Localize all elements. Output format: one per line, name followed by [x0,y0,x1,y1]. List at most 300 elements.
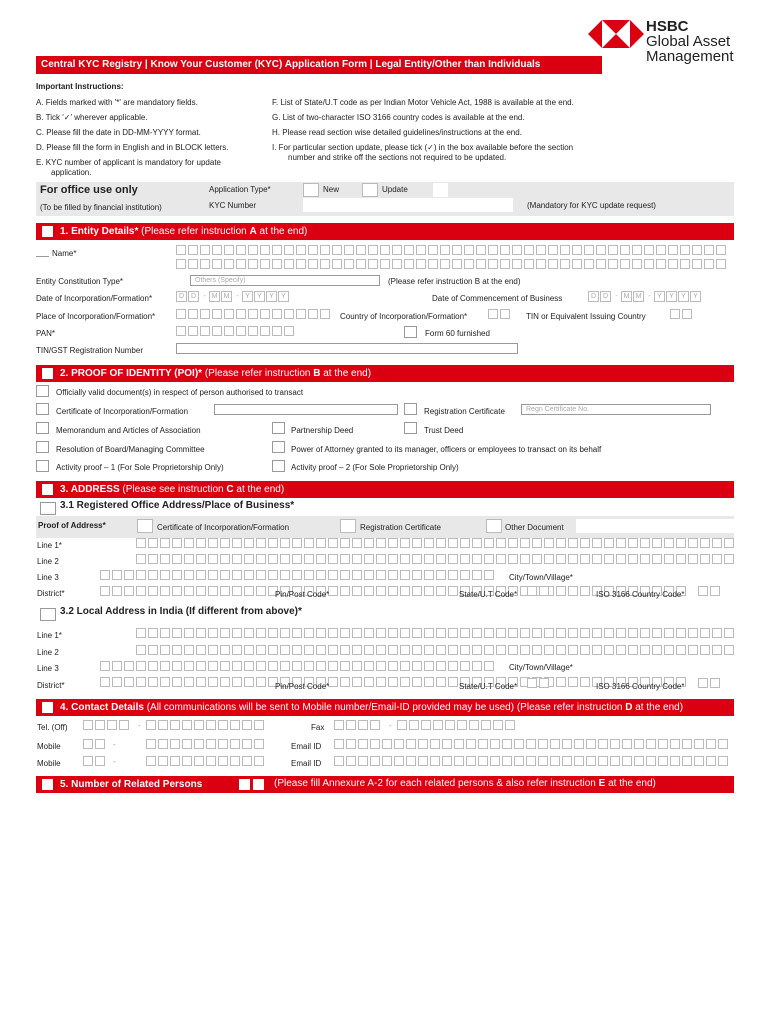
char-box[interactable] [100,570,110,580]
char-box[interactable] [184,586,194,596]
char-box[interactable] [710,678,720,688]
char-box[interactable] [200,259,210,269]
char-box[interactable] [172,628,182,638]
mobile1-number-boxes[interactable] [146,739,266,749]
char-box[interactable] [364,661,374,671]
char-box[interactable] [646,739,656,749]
char-box[interactable] [304,628,314,638]
char-box[interactable] [664,645,674,655]
char-box[interactable] [586,739,596,749]
char-box[interactable] [652,628,662,638]
char-box[interactable] [652,554,662,564]
char-box[interactable] [100,586,110,596]
country-boxes[interactable] [488,309,512,319]
reg-cert-checkbox[interactable] [404,403,417,415]
char-box[interactable] [604,554,614,564]
char-box[interactable] [400,645,410,655]
email2-boxes[interactable] [334,756,730,766]
char-box[interactable] [608,245,618,255]
char-box[interactable] [574,756,584,766]
char-box[interactable] [466,756,476,766]
char-box[interactable] [442,756,452,766]
char-box[interactable] [692,245,702,255]
doi-y4[interactable]: Y [278,291,289,302]
char-box[interactable] [184,661,194,671]
char-box[interactable] [356,259,366,269]
activity1-checkbox[interactable] [36,460,49,472]
char-box[interactable] [284,326,294,336]
addr2-state-boxes[interactable] [527,678,551,688]
char-box[interactable] [184,538,194,548]
char-box[interactable] [584,259,594,269]
char-box[interactable] [448,628,458,638]
char-box[interactable] [716,259,726,269]
char-box[interactable] [188,309,198,319]
activity2-checkbox[interactable] [272,460,285,472]
section-3-checkbox[interactable] [42,484,53,495]
char-box[interactable] [230,756,240,766]
char-box[interactable] [472,645,482,655]
char-box[interactable] [527,678,537,688]
char-box[interactable] [616,554,626,564]
char-box[interactable] [296,259,306,269]
char-box[interactable] [532,554,542,564]
char-box[interactable] [352,661,362,671]
char-box[interactable] [256,645,266,655]
char-box[interactable] [580,586,590,596]
char-box[interactable] [218,720,228,730]
doc-y2[interactable]: Y [666,291,677,302]
char-box[interactable] [634,739,644,749]
char-box[interactable] [320,259,330,269]
char-box[interactable] [136,538,146,548]
char-box[interactable] [160,628,170,638]
char-box[interactable] [170,720,180,730]
addr2-line2-boxes[interactable] [136,645,736,655]
char-box[interactable] [107,720,117,730]
char-box[interactable] [418,756,428,766]
char-box[interactable] [628,628,638,638]
char-box[interactable] [436,554,446,564]
char-box[interactable] [620,245,630,255]
char-box[interactable] [160,554,170,564]
char-box[interactable] [316,661,326,671]
char-box[interactable] [712,645,722,655]
char-box[interactable] [604,628,614,638]
char-box[interactable] [400,586,410,596]
char-box[interactable] [704,259,714,269]
char-box[interactable] [460,538,470,548]
tin-country-boxes[interactable] [670,309,694,319]
char-box[interactable] [508,554,518,564]
char-box[interactable] [160,538,170,548]
poa-opt2-checkbox[interactable] [340,519,356,533]
char-box[interactable] [430,739,440,749]
char-box[interactable] [100,661,110,671]
char-box[interactable] [388,628,398,638]
char-box[interactable] [206,739,216,749]
char-box[interactable] [412,570,422,580]
char-box[interactable] [95,739,105,749]
others-specify-input[interactable]: Others (Specify) [190,275,380,286]
char-box[interactable] [176,259,186,269]
char-box[interactable] [340,586,350,596]
char-box[interactable] [476,259,486,269]
char-box[interactable] [682,309,692,319]
char-box[interactable] [352,677,362,687]
char-box[interactable] [478,739,488,749]
char-box[interactable] [640,538,650,548]
char-box[interactable] [464,259,474,269]
char-box[interactable] [568,645,578,655]
char-box[interactable] [698,678,708,688]
char-box[interactable] [424,554,434,564]
char-box[interactable] [200,309,210,319]
char-box[interactable] [416,245,426,255]
char-box[interactable] [682,739,692,749]
tin-gst-input[interactable] [176,343,518,354]
char-box[interactable] [370,756,380,766]
char-box[interactable] [580,628,590,638]
char-box[interactable] [716,245,726,255]
char-box[interactable] [664,628,674,638]
doi-d2[interactable]: D [188,291,199,302]
char-box[interactable] [632,245,642,255]
char-box[interactable] [712,538,722,548]
char-box[interactable] [236,309,246,319]
char-box[interactable] [196,661,206,671]
char-box[interactable] [340,677,350,687]
char-box[interactable] [574,739,584,749]
char-box[interactable] [328,586,338,596]
char-box[interactable] [148,628,158,638]
related-count-box-1[interactable] [239,779,250,790]
char-box[interactable] [200,245,210,255]
char-box[interactable] [562,756,572,766]
char-box[interactable] [400,628,410,638]
char-box[interactable] [328,628,338,638]
char-box[interactable] [170,739,180,749]
char-box[interactable] [454,739,464,749]
char-box[interactable] [268,570,278,580]
char-box[interactable] [244,538,254,548]
char-box[interactable] [508,538,518,548]
char-box[interactable] [508,645,518,655]
char-box[interactable] [428,259,438,269]
char-box[interactable] [368,245,378,255]
char-box[interactable] [568,554,578,564]
mobile2-number-boxes[interactable] [146,756,266,766]
char-box[interactable] [304,661,314,671]
char-box[interactable] [628,645,638,655]
char-box[interactable] [466,739,476,749]
char-box[interactable] [268,645,278,655]
char-box[interactable] [304,570,314,580]
char-box[interactable] [340,628,350,638]
char-box[interactable] [232,570,242,580]
char-box[interactable] [445,720,455,730]
char-box[interactable] [604,645,614,655]
char-box[interactable] [397,720,407,730]
char-box[interactable] [382,739,392,749]
char-box[interactable] [652,538,662,548]
section-1-checkbox[interactable] [42,226,53,237]
char-box[interactable] [550,756,560,766]
poa-opt3-checkbox[interactable] [486,519,502,533]
char-box[interactable] [556,677,566,687]
char-box[interactable] [644,259,654,269]
char-box[interactable] [460,661,470,671]
char-box[interactable] [640,645,650,655]
char-box[interactable] [136,677,146,687]
char-box[interactable] [160,661,170,671]
char-box[interactable] [172,645,182,655]
char-box[interactable] [160,645,170,655]
char-box[interactable] [424,538,434,548]
char-box[interactable] [682,756,692,766]
char-box[interactable] [268,628,278,638]
char-box[interactable] [320,309,330,319]
char-box[interactable] [220,628,230,638]
char-box[interactable] [332,245,342,255]
char-box[interactable] [421,720,431,730]
char-box[interactable] [232,586,242,596]
char-box[interactable] [340,645,350,655]
char-box[interactable] [676,554,686,564]
char-box[interactable] [136,554,146,564]
char-box[interactable] [409,720,419,730]
char-box[interactable] [460,554,470,564]
char-box[interactable] [520,538,530,548]
place-boxes[interactable] [176,309,332,319]
char-box[interactable] [280,661,290,671]
doc-m2[interactable]: M [633,291,644,302]
char-box[interactable] [236,259,246,269]
char-box[interactable] [352,628,362,638]
char-box[interactable] [172,554,182,564]
char-box[interactable] [316,570,326,580]
char-box[interactable] [344,259,354,269]
char-box[interactable] [616,645,626,655]
char-box[interactable] [538,739,548,749]
char-box[interactable] [608,259,618,269]
char-box[interactable] [448,645,458,655]
char-box[interactable] [592,628,602,638]
char-box[interactable] [388,554,398,564]
char-box[interactable] [188,259,198,269]
char-box[interactable] [490,756,500,766]
char-box[interactable] [484,570,494,580]
char-box[interactable] [272,326,282,336]
char-box[interactable] [212,309,222,319]
char-box[interactable] [172,570,182,580]
char-box[interactable] [412,586,422,596]
char-box[interactable] [412,661,422,671]
char-box[interactable] [652,645,662,655]
char-box[interactable] [700,628,710,638]
char-box[interactable] [254,756,264,766]
char-box[interactable] [196,554,206,564]
char-box[interactable] [500,259,510,269]
char-box[interactable] [244,677,254,687]
char-box[interactable] [400,538,410,548]
char-box[interactable] [220,538,230,548]
char-box[interactable] [208,570,218,580]
char-box[interactable] [532,538,542,548]
char-box[interactable] [544,645,554,655]
char-box[interactable] [208,661,218,671]
char-box[interactable] [376,661,386,671]
char-box[interactable] [176,326,186,336]
char-box[interactable] [218,756,228,766]
char-box[interactable] [208,628,218,638]
char-box[interactable] [256,586,266,596]
char-box[interactable] [332,259,342,269]
char-box[interactable] [622,756,632,766]
char-box[interactable] [448,586,458,596]
char-box[interactable] [83,739,93,749]
char-box[interactable] [83,756,93,766]
doi-date-boxes[interactable] [176,291,290,302]
char-box[interactable] [196,645,206,655]
moa-checkbox[interactable] [36,422,49,434]
char-box[interactable] [182,756,192,766]
char-box[interactable] [404,245,414,255]
char-box[interactable] [160,586,170,596]
char-box[interactable] [248,259,258,269]
char-box[interactable] [680,259,690,269]
char-box[interactable] [460,645,470,655]
char-box[interactable] [196,538,206,548]
char-box[interactable] [208,554,218,564]
char-box[interactable] [388,586,398,596]
char-box[interactable] [316,645,326,655]
cert-inc-checkbox[interactable] [36,403,49,415]
char-box[interactable] [172,677,182,687]
char-box[interactable] [242,739,252,749]
char-box[interactable] [160,570,170,580]
char-box[interactable] [272,309,282,319]
char-box[interactable] [304,554,314,564]
char-box[interactable] [568,586,578,596]
char-box[interactable] [148,570,158,580]
char-box[interactable] [532,628,542,638]
char-box[interactable] [346,756,356,766]
char-box[interactable] [148,554,158,564]
char-box[interactable] [352,586,362,596]
char-box[interactable] [544,628,554,638]
char-box[interactable] [428,245,438,255]
char-box[interactable] [184,677,194,687]
char-box[interactable] [632,259,642,269]
char-box[interactable] [254,739,264,749]
char-box[interactable] [196,677,206,687]
char-box[interactable] [620,259,630,269]
char-box[interactable] [388,538,398,548]
char-box[interactable] [364,677,374,687]
char-box[interactable] [280,645,290,655]
char-box[interactable] [404,259,414,269]
char-box[interactable] [440,245,450,255]
char-box[interactable] [688,554,698,564]
char-box[interactable] [184,570,194,580]
char-box[interactable] [328,661,338,671]
char-box[interactable] [442,739,452,749]
doc-d2[interactable]: D [600,291,611,302]
char-box[interactable] [712,628,722,638]
char-box[interactable] [640,628,650,638]
char-box[interactable] [172,538,182,548]
doi-d1[interactable]: D [176,291,187,302]
char-box[interactable] [95,720,105,730]
char-box[interactable] [394,739,404,749]
char-box[interactable] [268,538,278,548]
char-box[interactable] [236,326,246,336]
char-box[interactable] [304,645,314,655]
char-box[interactable] [424,628,434,638]
char-box[interactable] [184,645,194,655]
char-box[interactable] [232,554,242,564]
char-box[interactable] [148,677,158,687]
char-box[interactable] [718,756,728,766]
char-box[interactable] [628,554,638,564]
char-box[interactable] [220,554,230,564]
char-box[interactable] [136,570,146,580]
char-box[interactable] [460,628,470,638]
char-box[interactable] [524,245,534,255]
fax-std-boxes[interactable] [334,720,382,730]
char-box[interactable] [496,645,506,655]
char-box[interactable] [496,628,506,638]
char-box[interactable] [376,628,386,638]
char-box[interactable] [248,309,258,319]
char-box[interactable] [358,739,368,749]
char-box[interactable] [292,570,302,580]
char-box[interactable] [232,628,242,638]
char-box[interactable] [370,720,380,730]
char-box[interactable] [212,245,222,255]
char-box[interactable] [544,554,554,564]
char-box[interactable] [692,259,702,269]
char-box[interactable] [148,538,158,548]
char-box[interactable] [457,720,467,730]
poa-opt1-checkbox[interactable] [137,519,153,533]
char-box[interactable] [496,554,506,564]
char-box[interactable] [242,720,252,730]
char-box[interactable] [724,538,734,548]
char-box[interactable] [196,628,206,638]
char-box[interactable] [224,326,234,336]
char-box[interactable] [158,739,168,749]
char-box[interactable] [256,677,266,687]
char-box[interactable] [136,628,146,638]
char-box[interactable] [712,554,722,564]
char-box[interactable] [304,538,314,548]
mobile2-code-boxes[interactable] [83,756,107,766]
char-box[interactable] [448,554,458,564]
char-box[interactable] [628,538,638,548]
char-box[interactable] [380,245,390,255]
fax-number-boxes[interactable] [397,720,517,730]
char-box[interactable] [260,309,270,319]
char-box[interactable] [320,245,330,255]
char-box[interactable] [334,720,344,730]
char-box[interactable] [244,586,254,596]
char-box[interactable] [604,538,614,548]
char-box[interactable] [328,554,338,564]
char-box[interactable] [700,554,710,564]
char-box[interactable] [706,739,716,749]
